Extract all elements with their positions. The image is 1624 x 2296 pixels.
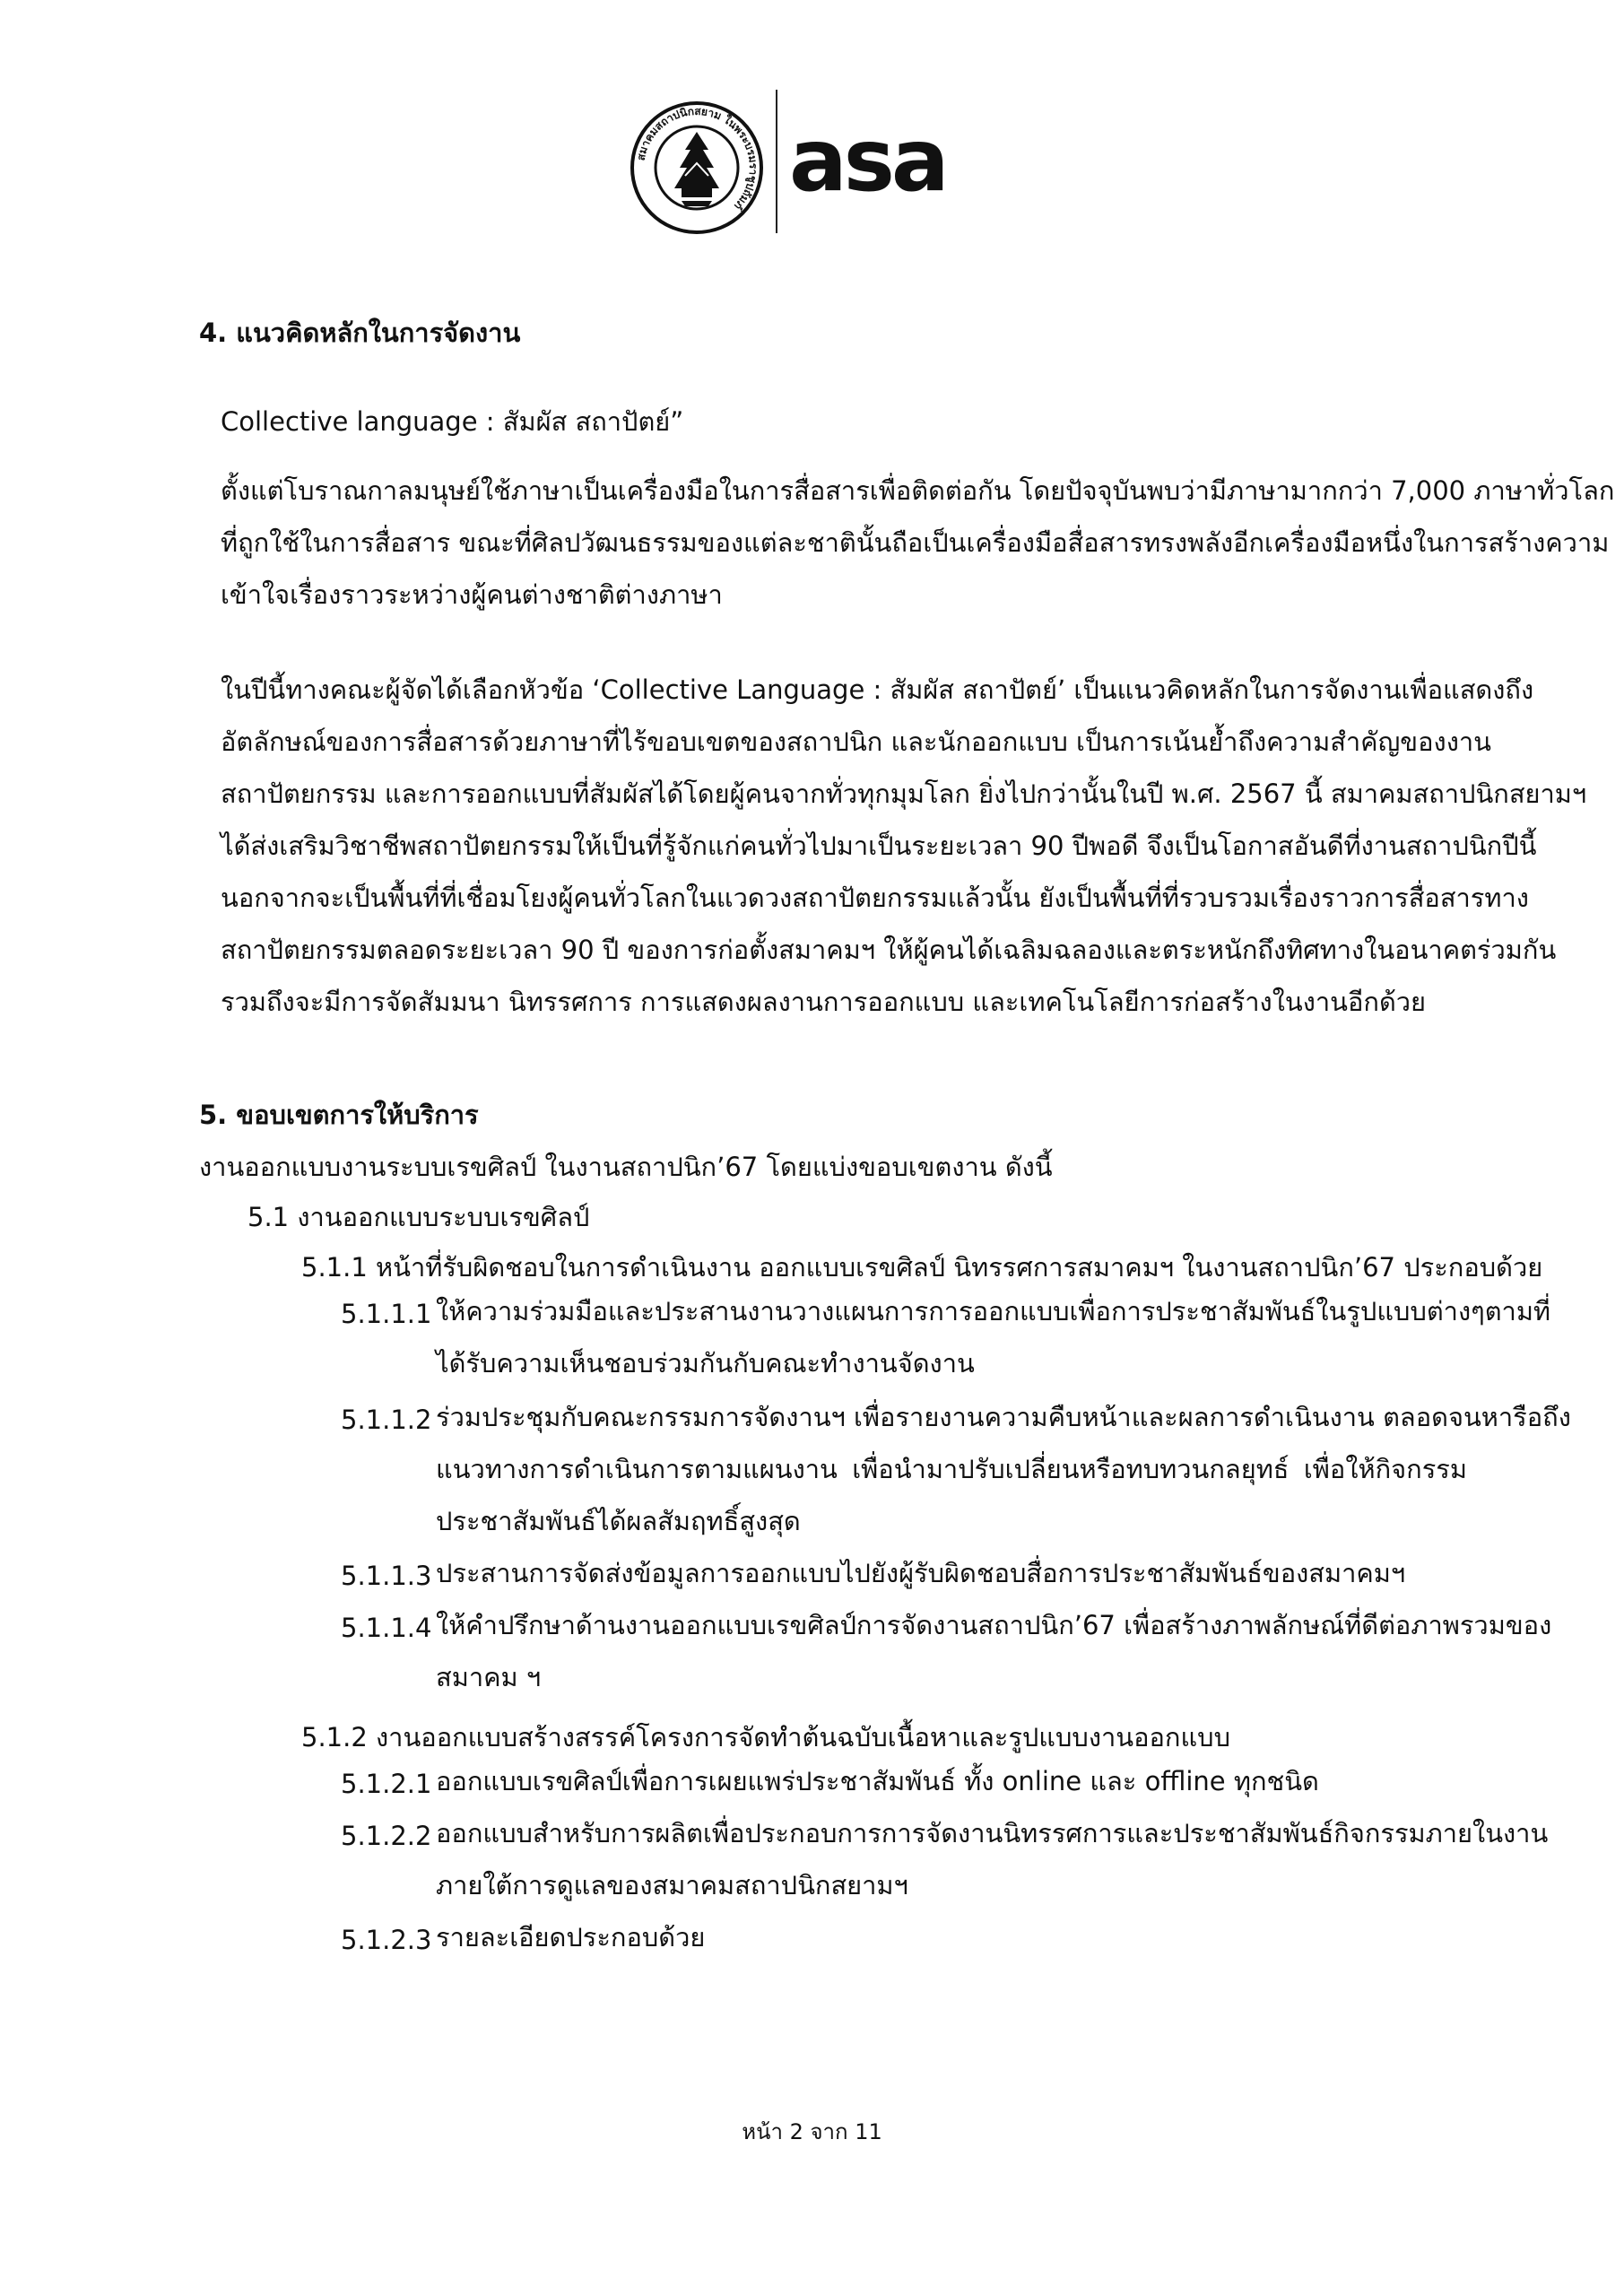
item-5-1-2-2	[436, 1807, 1549, 1911]
section-5-intro: งานออกแบบงานระบบเรขศิลป์ ในงานสถาปนิก’67 โดยแบ่งขอบเขตงาน ดังนี้	[199, 1152, 1053, 1182]
item-line: ให้คำปรึกษาด้านงานออกแบบเรขศิลป์การจัดงานสถาปนิก’67 เพื่อสร้างภาพลักษณ์ที่ดีต่อภาพรวมของ	[436, 1610, 1552, 1640]
section-4-heading: 4. แนวคิดหลักในการจัดงาน	[199, 317, 521, 348]
section-5-1-1: 5.1.1 หน้าที่รับผิดชอบในการดำเนินงาน ออกแบบเรขศิลป์ นิทรรศการสมาคมฯ ในงานสถาปนิก’67 ประกอบด้วย	[301, 1252, 1543, 1283]
paragraph-line: สถาปัตยกรรม และการออกแบบที่สัมผัสได้โดยผู้คนจากทั่วทุกมุมโลก ยิ่งไปกว่านั้นในปี พ.ศ. 2567 นี้ สมาคมสถาปนิกสยามฯ	[221, 778, 1587, 809]
logo-divider	[776, 90, 777, 233]
svg-text:asa: asa	[789, 126, 946, 206]
item-line: ประชาสัมพันธ์ได้ผลสัมฤทธิ์สูงสุด	[436, 1506, 801, 1536]
item-line: สมาคม ฯ	[436, 1662, 542, 1692]
item-line: ภายใต้การดูแลของสมาคมสถาปนิกสยามฯ	[436, 1870, 908, 1900]
item-5-1-1-2	[436, 1391, 1571, 1547]
item-5-1-2-3-number: 5.1.2.3	[341, 1925, 432, 1955]
section-4-paragraph-2	[221, 664, 1587, 1028]
item-line: ออกแบบเรขศิลป์เพื่อการเผยแพร่ประชาสัมพันธ์ ทั้ง online และ offline ทุกชนิด	[436, 1766, 1319, 1796]
item-5-1-1-3-number: 5.1.1.3	[341, 1561, 432, 1591]
item-5-1-1-2-number: 5.1.1.2	[341, 1405, 432, 1435]
item-line: แนวทางการดำเนินการตามแผนงาน เพื่อนำมาปรับเปลี่ยนหรือทบทวนกลยุทธ์ เพื่อให้กิจกรรม	[436, 1454, 1467, 1484]
section-4-paragraph-1	[221, 465, 1615, 621]
paragraph-line: ในปีนี้ทางคณะผู้จัดได้เลือกหัวข้อ ‘Collective Language : สัมผัส สถาปัตย์’ เป็นแนวคิดหลักในการจัดงานเพื่อแสดงถึง	[221, 674, 1534, 705]
section-5-1: 5.1 งานออกแบบระบบเรขศิลป์	[248, 1202, 590, 1232]
item-5-1-1-1-number: 5.1.1.1	[341, 1299, 432, 1329]
section-4-theme: Collective language : สัมผัส สถาปัตย์”	[221, 406, 684, 437]
item-5-1-2-2-number: 5.1.2.2	[341, 1821, 432, 1851]
item-5-1-2-1-number: 5.1.2.1	[341, 1769, 432, 1799]
item-line: ให้ความร่วมมือและประสานงานวางแผนการการออกแบบเพื่อการประชาสัมพันธ์ในรูปแบบต่างๆตามที่	[436, 1296, 1551, 1326]
asa-seal-logo	[630, 100, 764, 235]
paragraph-line: เข้าใจเรื่องราวระหว่างผู้คนต่างชาติต่างภาษา	[221, 579, 723, 610]
paragraph-line: สถาปัตยกรรมตลอดระยะเวลา 90 ปี ของการก่อตั้งสมาคมฯ ให้ผู้คนได้เฉลิมฉลองและตระหนักถึงทิศทางในอนาคตร่วมกัน	[221, 935, 1557, 965]
item-line: ออกแบบสำหรับการผลิตเพื่อประกอบการการจัดงานนิทรรศการและประชาสัมพันธ์กิจกรรมภายในงาน	[436, 1818, 1549, 1848]
item-line: รายละเอียดประกอบด้วย	[436, 1922, 706, 1952]
paragraph-line: อัตลักษณ์ของการสื่อสารด้วยภาษาที่ไร้ขอบเขตของสถาปนิก และนักออกแบบ เป็นการเน้นย้ำถึงความสำคัญของงาน	[221, 726, 1491, 757]
item-5-1-1-3	[436, 1547, 1405, 1599]
page-number: หน้า 2 จาก 11	[742, 2119, 882, 2144]
header	[0, 90, 1624, 242]
section-5-heading: 5. ขอบเขตการให้บริการ	[199, 1100, 479, 1130]
item-5-1-1-4-number: 5.1.1.4	[341, 1613, 432, 1643]
paragraph-line: ตั้งแต่โบราณกาลมนุษย์ใช้ภาษาเป็นเครื่องมือในการสื่อสารเพื่อติดต่อกัน โดยปัจจุบันพบว่ามีภาษามากกว่า 7,000 ภาษาทั่วโลก	[221, 475, 1615, 506]
item-5-1-2-3	[436, 1911, 705, 1963]
item-line: ได้รับความเห็นชอบร่วมกันกับคณะทำงานจัดงาน	[436, 1348, 975, 1378]
item-line: ประสานการจัดส่งข้อมูลการออกแบบไปยังผู้รับผิดชอบสื่อการประชาสัมพันธ์ของสมาคมฯ	[436, 1558, 1406, 1588]
paragraph-line: ได้ส่งเสริมวิชาชีพสถาปัตยกรรมให้เป็นที่รู้จักแก่คนทั่วไปมาเป็นระยะเวลา 90 ปีพอดี จึงเป็นโอกาสอันดีที่งานสถาปนิกปีนี้	[221, 831, 1537, 861]
paragraph-line: นอกจากจะเป็นพื้นที่ที่เชื่อมโยงผู้คนทั่วโลกในแวดวงสถาปัตยกรรมแล้วนั้น ยังเป็นพื้นที่ที่รวบรวมเรื่องราวการสื่อสารทาง	[221, 883, 1529, 913]
section-5-1-2: 5.1.2 งานออกแบบสร้างสรรค์โครงการจัดทำต้นฉบับเนื้อหาและรูปแบบงานออกแบบ	[301, 1722, 1230, 1752]
item-line: ร่วมประชุมกับคณะกรรมการจัดงานฯ เพื่อรายงานความคืบหน้าและผลการดำเนินงาน ตลอดจนหารือถึง	[436, 1402, 1571, 1432]
item-5-1-1-1	[436, 1285, 1551, 1389]
paragraph-line: รวมถึงจะมีการจัดสัมมนา นิทรรศการ การแสดงผลงานการออกแบบ และเทคโนโลยีการก่อสร้างในงานอีกด้วย	[221, 987, 1427, 1017]
item-5-1-1-4	[436, 1599, 1552, 1703]
svg-text:สมาคมสถาปนิกสยาม ในพระบรมราชูป: สมาคมสถาปนิกสยาม ในพระบรมราชูปถัมภ์	[634, 104, 760, 213]
asa-wordmark-logo	[789, 126, 1004, 206]
paragraph-line: ที่ถูกใช้ในการสื่อสาร ขณะที่ศิลปวัฒนธรรมของแต่ละชาตินั้นถือเป็นเครื่องมือสื่อสารทรงพลังอีกเครื่องมือหนึ่งในการสร้างความ	[221, 527, 1610, 558]
item-5-1-2-1	[436, 1755, 1319, 1807]
